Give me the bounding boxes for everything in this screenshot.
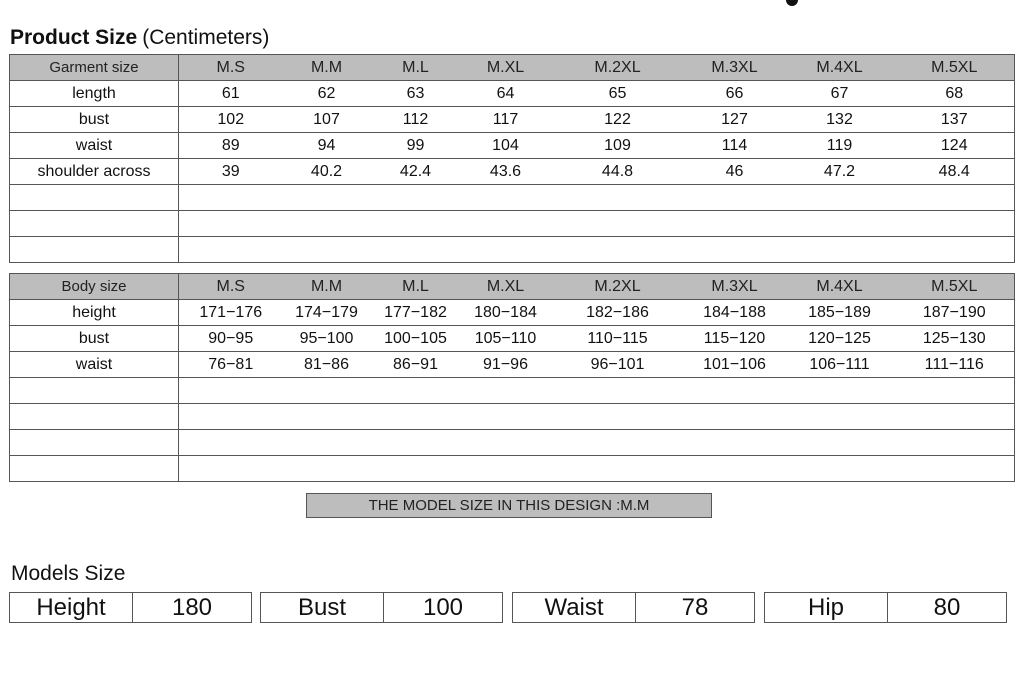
measurement-value: 44.8 — [551, 159, 685, 185]
measurement-value: 61 — [179, 81, 283, 107]
measurement-label: shoulder across — [10, 159, 179, 185]
measurement-value: 182−186 — [551, 300, 685, 326]
empty-table-row — [10, 456, 1015, 482]
measurement-value: 94 — [283, 133, 371, 159]
measurement-value: 48.4 — [895, 159, 1015, 185]
measurement-label: bust — [10, 107, 179, 133]
measurement-value: 90−95 — [179, 326, 283, 352]
measurement-value: 125−130 — [895, 326, 1015, 352]
size-column-header: M.XL — [461, 55, 551, 81]
measurement-label: length — [10, 81, 179, 107]
measurement-value: 114 — [685, 133, 785, 159]
empty-cell — [179, 185, 1015, 211]
empty-table-row — [10, 378, 1015, 404]
model-measure-label: Hip — [765, 593, 888, 622]
measurement-label: waist — [10, 133, 179, 159]
measurement-value: 101−106 — [685, 352, 785, 378]
table-header-row — [10, 274, 1015, 300]
empty-cell — [179, 430, 1015, 456]
empty-cell — [179, 211, 1015, 237]
measurement-value: 100−105 — [371, 326, 461, 352]
size-column-header: M.XL — [461, 274, 551, 300]
empty-table-row — [10, 237, 1015, 263]
model-measure-value: 180 — [171, 594, 213, 621]
size-column-header: M.3XL — [685, 55, 785, 81]
garment-size-table — [9, 54, 1015, 263]
measurement-value: 180−184 — [461, 300, 551, 326]
measurement-value: 177−182 — [371, 300, 461, 326]
measurement-value: 105−110 — [461, 326, 551, 352]
empty-cell — [10, 237, 179, 263]
measurement-value: 117 — [461, 107, 551, 133]
measurement-value: 137 — [895, 107, 1015, 133]
empty-table-row — [10, 404, 1015, 430]
measurement-value: 112 — [371, 107, 461, 133]
size-column-header: M.S — [179, 274, 283, 300]
measurement-value: 127 — [685, 107, 785, 133]
size-column-header: M.2XL — [551, 274, 685, 300]
empty-cell — [10, 430, 179, 456]
measurement-value: 132 — [785, 107, 895, 133]
measurement-value: 40.2 — [283, 159, 371, 185]
table-row — [10, 159, 1015, 185]
empty-table-row — [10, 211, 1015, 237]
measurement-value: 124 — [895, 133, 1015, 159]
table-row — [10, 133, 1015, 159]
empty-cell — [179, 378, 1015, 404]
measurement-value: 111−116 — [895, 352, 1015, 378]
table-row — [10, 107, 1015, 133]
size-column-header: M.M — [283, 55, 371, 81]
measurement-value: 47.2 — [785, 159, 895, 185]
measurement-label: bust — [10, 326, 179, 352]
measurement-value: 185−189 — [785, 300, 895, 326]
measurement-value: 91−96 — [461, 352, 551, 378]
model-measure-box — [512, 592, 755, 623]
model-measure-box — [260, 592, 503, 623]
empty-cell — [10, 185, 179, 211]
measurement-value: 187−190 — [895, 300, 1015, 326]
model-measure-value: 100 — [422, 594, 464, 621]
measurement-value: 81−86 — [283, 352, 371, 378]
model-measure-value: 78 — [681, 594, 709, 621]
measurement-value: 64 — [461, 81, 551, 107]
measurement-value: 184−188 — [685, 300, 785, 326]
page-title-unit: (Centimeters) — [142, 26, 270, 49]
measurement-value: 110−115 — [551, 326, 685, 352]
measurement-value: 119 — [785, 133, 895, 159]
model-measure-box — [9, 592, 252, 623]
measurement-value: 120−125 — [785, 326, 895, 352]
measurement-label: height — [10, 300, 179, 326]
measurement-value: 122 — [551, 107, 685, 133]
size-column-header: M.M — [283, 274, 371, 300]
measurement-value: 107 — [283, 107, 371, 133]
model-size-banner: THE MODEL SIZE IN THIS DESIGN :M.M — [306, 493, 712, 518]
measurement-value: 42.4 — [371, 159, 461, 185]
empty-cell — [179, 404, 1015, 430]
measurement-value: 63 — [371, 81, 461, 107]
empty-cell — [179, 456, 1015, 482]
size-column-header: M.2XL — [551, 55, 685, 81]
measurement-value: 76−81 — [179, 352, 283, 378]
decorative-mark — [786, 0, 798, 6]
model-measure-label: Waist — [513, 593, 636, 622]
measurement-value: 109 — [551, 133, 685, 159]
empty-table-row — [10, 185, 1015, 211]
measurement-value: 67 — [785, 81, 895, 107]
size-column-header: M.5XL — [895, 55, 1015, 81]
measurement-value: 43.6 — [461, 159, 551, 185]
model-measure-label: Height — [10, 593, 133, 622]
size-column-header: M.4XL — [785, 274, 895, 300]
measurement-value: 89 — [179, 133, 283, 159]
empty-cell — [10, 378, 179, 404]
table-row — [10, 326, 1015, 352]
row-header-label: Body size — [10, 274, 179, 300]
page-title-main: Product Size — [10, 26, 138, 49]
page-title — [10, 26, 269, 50]
table-row — [10, 300, 1015, 326]
empty-cell — [179, 237, 1015, 263]
size-column-header: M.5XL — [895, 274, 1015, 300]
measurement-value: 171−176 — [179, 300, 283, 326]
measurement-value: 174−179 — [283, 300, 371, 326]
measurement-value: 62 — [283, 81, 371, 107]
measurement-value: 39 — [179, 159, 283, 185]
body-size-table — [9, 273, 1015, 482]
model-measure-box — [764, 592, 1007, 623]
model-measure-label: Bust — [261, 593, 384, 622]
empty-cell — [10, 456, 179, 482]
size-column-header: M.L — [371, 274, 461, 300]
measurement-value: 115−120 — [685, 326, 785, 352]
measurement-value: 95−100 — [283, 326, 371, 352]
measurement-value: 46 — [685, 159, 785, 185]
size-column-header: M.3XL — [685, 274, 785, 300]
measurement-value: 65 — [551, 81, 685, 107]
table-row — [10, 352, 1015, 378]
measurement-value: 68 — [895, 81, 1015, 107]
measurement-value: 99 — [371, 133, 461, 159]
model-measure-value: 80 — [933, 594, 961, 621]
empty-cell — [10, 211, 179, 237]
measurement-label: waist — [10, 352, 179, 378]
measurement-value: 106−111 — [785, 352, 895, 378]
empty-cell — [10, 404, 179, 430]
size-column-header: M.L — [371, 55, 461, 81]
measurement-value: 66 — [685, 81, 785, 107]
row-header-label: Garment size — [10, 55, 179, 81]
measurement-value: 102 — [179, 107, 283, 133]
size-column-header: M.4XL — [785, 55, 895, 81]
models-size-title: Models Size — [11, 562, 126, 585]
measurement-value: 96−101 — [551, 352, 685, 378]
measurement-value: 104 — [461, 133, 551, 159]
table-row — [10, 81, 1015, 107]
measurement-value: 86−91 — [371, 352, 461, 378]
table-header-row — [10, 55, 1015, 81]
empty-table-row — [10, 430, 1015, 456]
size-column-header: M.S — [179, 55, 283, 81]
